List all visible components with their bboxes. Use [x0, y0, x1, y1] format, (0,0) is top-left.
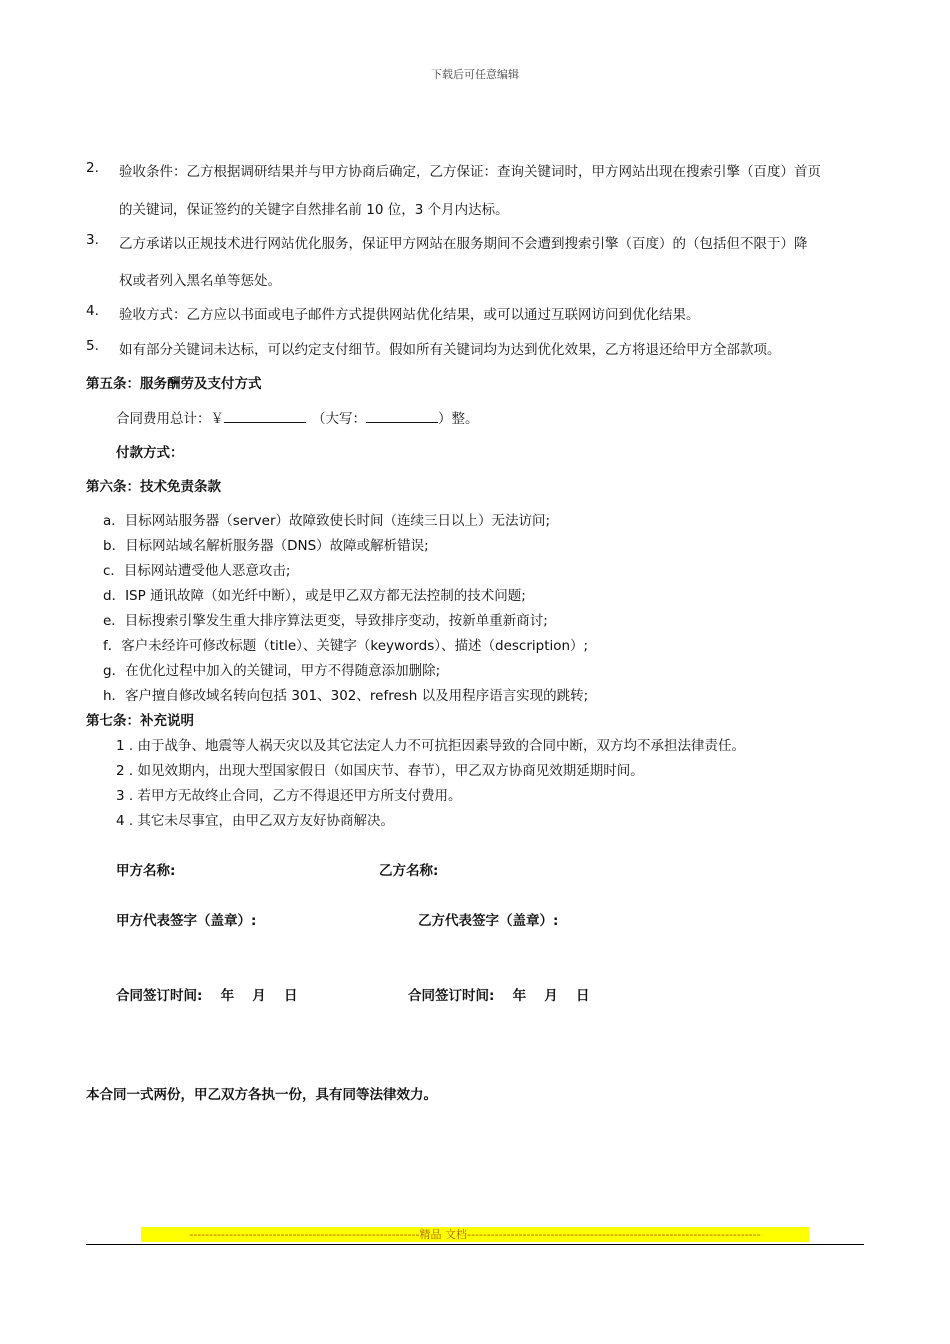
- item-number: 4.: [86, 303, 99, 319]
- item-text: 乙方承诺以正规技术进行网站优化服务，保证甲方网站在服务期间不会遭到搜索引擎（百度）的（包括但不限于）降: [119, 236, 808, 252]
- item-number: 2.: [86, 160, 99, 176]
- disclaimer-item: f．客户未经许可修改标题（title）、关键字（keywords）、描述（description）;: [103, 638, 589, 654]
- party-b-signature-label: 乙方代表签字（盖章）:: [418, 913, 559, 929]
- footer-dashes-right: --------------------------------------------------------------------------: [466, 1228, 761, 1241]
- footer-label: 精品 文档: [419, 1228, 467, 1241]
- party-a-name-label: 甲方名称:: [116, 863, 176, 879]
- item-text: 验收方式：乙方应以书面或电子邮件方式提供网站优化结果，或可以通过互联网访问到优化结果。: [119, 307, 700, 323]
- item-text: 如有部分关键词未达标，可以约定支付细节。假如所有关键词均为达到优化效果，乙方将退还给甲方全部款项。: [119, 342, 781, 358]
- disclaimer-item: d．ISP 通讯故障（如光纤中断），或是甲乙双方都无法控制的技术问题;: [103, 588, 526, 604]
- supplement-item: 3 . 若甲方无故终止合同，乙方不得退还甲方所支付费用。: [116, 788, 462, 804]
- contract-total-line: [116, 407, 479, 427]
- article-6-heading: 第六条：技术免责条款: [86, 479, 221, 495]
- total-suffix: ）整。: [438, 411, 479, 427]
- supplement-item: 1 . 由于战争、地震等人祸天灾以及其它法定人力不可抗拒因素导致的合同中断，双方均不承担法律责任。: [116, 738, 745, 754]
- footer-watermark-band: [141, 1227, 809, 1242]
- item-number: 3.: [86, 232, 99, 248]
- amount-blank: [224, 409, 306, 423]
- total-prefix: 合同费用总计：￥: [116, 411, 224, 427]
- header-note: 下载后可任意编辑: [431, 68, 519, 81]
- payment-method-label: 付款方式：: [116, 445, 184, 461]
- party-b-signing-date: 合同签订时间: 年 月 日: [408, 988, 590, 1004]
- disclaimer-item: c．目标网站遭受他人恶意攻击;: [103, 563, 291, 579]
- item-text: 验收条件：乙方根据调研结果并与甲方协商后确定，乙方保证：查询关键词时，甲方网站出现在搜索引擎（百度）首页: [119, 164, 821, 180]
- supplement-item: 2 . 如见效期内，出现大型国家假日（如国庆节、春节），甲乙双方协商见效期延期时间。: [116, 763, 644, 779]
- disclaimer-item: h．客户擅自修改域名转向包括 301、302、refresh 以及用程序语言实现的跳转;: [103, 688, 589, 704]
- disclaimer-item: e．目标搜索引擎发生重大排序算法更变，导致排序变动，按新单重新商讨;: [103, 613, 548, 629]
- item-text-continued: 的关键词，保证签约的关键字自然排名前 10 位，3 个月内达标。: [119, 202, 509, 218]
- disclaimer-item: b．目标网站域名解析服务器（DNS）故障或解析错误;: [103, 538, 429, 554]
- disclaimer-item: g．在优化过程中加入的关键词，甲方不得随意添加删除;: [103, 663, 441, 679]
- party-a-signing-date: 合同签订时间: 年 月 日: [116, 988, 298, 1004]
- disclaimer-item: a．目标网站服务器（server）故障致使长时间（连续三日以上）无法访问;: [103, 513, 551, 529]
- item-number: 5.: [86, 338, 99, 354]
- supplement-item: 4 . 其它未尽事宜，由甲乙双方友好协商解决。: [116, 813, 394, 829]
- article-5-heading: 第五条：服务酬劳及支付方式: [86, 376, 262, 392]
- party-a-signature-label: 甲方代表签字（盖章）:: [116, 913, 257, 929]
- amount-words-blank: [366, 409, 438, 423]
- footer-rule: [86, 1244, 864, 1245]
- party-b-name-label: 乙方名称:: [379, 863, 439, 879]
- item-text-continued: 权或者列入黑名单等惩处。: [119, 273, 281, 289]
- footer-dashes-left: ----------------------------------------------------------: [189, 1228, 420, 1241]
- total-mid: （大写：: [312, 411, 366, 427]
- article-7-heading: 第七条：补充说明: [86, 713, 194, 729]
- closing-statement: 本合同一式两份，甲乙双方各执一份，具有同等法律效力。: [86, 1087, 437, 1103]
